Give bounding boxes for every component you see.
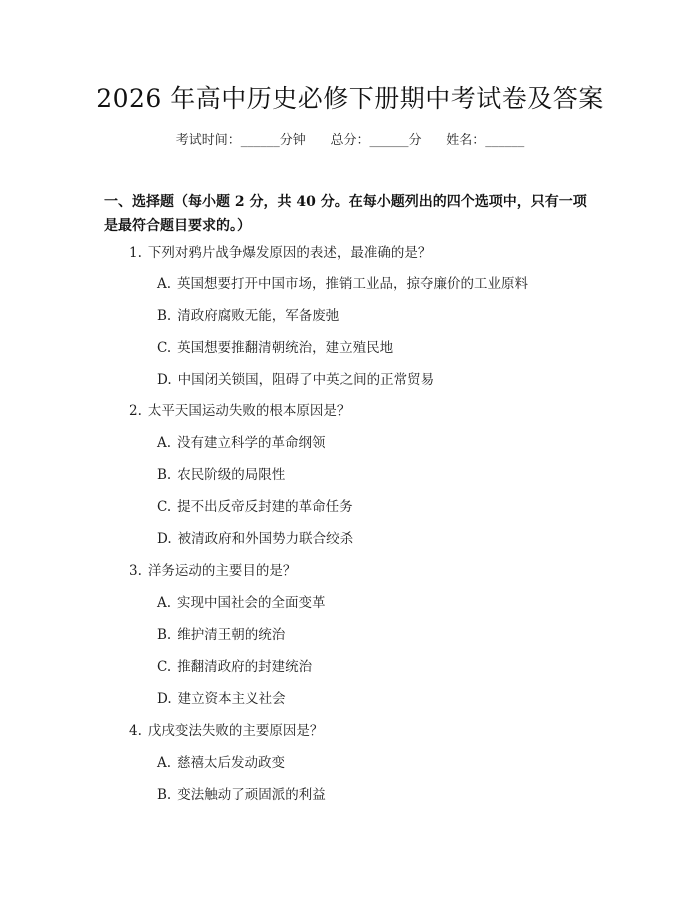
- option-letter: C.: [157, 499, 172, 515]
- question-number: 4.: [129, 723, 142, 739]
- option-item: [157, 338, 393, 358]
- question-item: [129, 243, 431, 263]
- section-heading: 一、选择题（每小题 2 分，共 40 分。在每小题列出的四个选项中，只有一项是最符合题目要求的。）: [104, 194, 587, 234]
- option-text: 中国闭关锁国，阻碍了中英之间的正常贸易: [177, 372, 435, 388]
- option-letter: A.: [157, 595, 172, 611]
- option-text: 被清政府和外国势力联合绞杀: [177, 531, 354, 547]
- question-item: [129, 401, 350, 421]
- option-letter: D.: [157, 372, 172, 388]
- option-letter: A.: [157, 435, 172, 451]
- question-number: 1.: [129, 245, 142, 261]
- option-item: [157, 753, 285, 773]
- option-letter: C.: [157, 659, 172, 675]
- option-item: [157, 529, 353, 549]
- option-letter: C.: [157, 340, 172, 356]
- option-item: [157, 306, 339, 326]
- option-text: 英国想要打开中国市场，推销工业品，掠夺廉价的工业原料: [177, 276, 529, 292]
- question-item: [129, 721, 323, 741]
- exam-title: 2026 年高中历史必修下册期中考试卷及答案: [96, 84, 604, 113]
- option-text: 没有建立科学的革命纲领: [177, 435, 326, 451]
- option-item: [157, 625, 285, 645]
- option-letter: D.: [157, 531, 172, 547]
- option-text: 提不出反帝反封建的革命任务: [177, 499, 353, 515]
- option-letter: D.: [157, 691, 172, 707]
- option-item: [157, 274, 528, 294]
- question-text: 戊戌变法失败的主要原因是？: [147, 723, 324, 739]
- option-text: 变法触动了顽固派的利益: [177, 787, 326, 803]
- option-letter: B.: [157, 627, 172, 643]
- question-text: 洋务运动的主要目的是？: [147, 563, 297, 579]
- option-text: 慈禧太后发动政变: [177, 755, 286, 771]
- option-letter: A.: [157, 755, 172, 771]
- option-item: [157, 689, 286, 709]
- option-letter: B.: [157, 467, 172, 483]
- option-item: [157, 657, 312, 677]
- option-item: [157, 785, 326, 805]
- option-text: 维护清王朝的统治: [177, 627, 286, 643]
- option-text: 建立资本主义社会: [177, 691, 286, 707]
- option-text: 农民阶级的局限性: [177, 467, 286, 483]
- question-text: 下列对鸦片战争爆发原因的表述，最准确的是？: [147, 245, 432, 261]
- option-text: 英国想要推翻清朝统治，建立殖民地: [177, 340, 394, 356]
- option-text: 清政府腐败无能，军备废弛: [177, 308, 340, 324]
- option-letter: A.: [157, 276, 172, 292]
- question-number: 3.: [129, 563, 142, 579]
- option-letter: B.: [157, 308, 172, 324]
- option-item: [157, 433, 326, 453]
- option-item: [157, 370, 434, 390]
- option-item: [157, 497, 353, 517]
- question-number: 2.: [129, 403, 142, 419]
- option-letter: B.: [157, 787, 172, 803]
- question-text: 太平天国运动失败的根本原因是？: [147, 403, 351, 419]
- option-item: [157, 593, 326, 613]
- option-text: 推翻清政府的封建统治: [177, 659, 313, 675]
- option-item: [157, 465, 285, 485]
- exam-info-line: 考试时间：______分钟 总分：______分 姓名：______: [175, 133, 525, 148]
- option-text: 实现中国社会的全面变革: [177, 595, 326, 611]
- question-item: [129, 561, 296, 581]
